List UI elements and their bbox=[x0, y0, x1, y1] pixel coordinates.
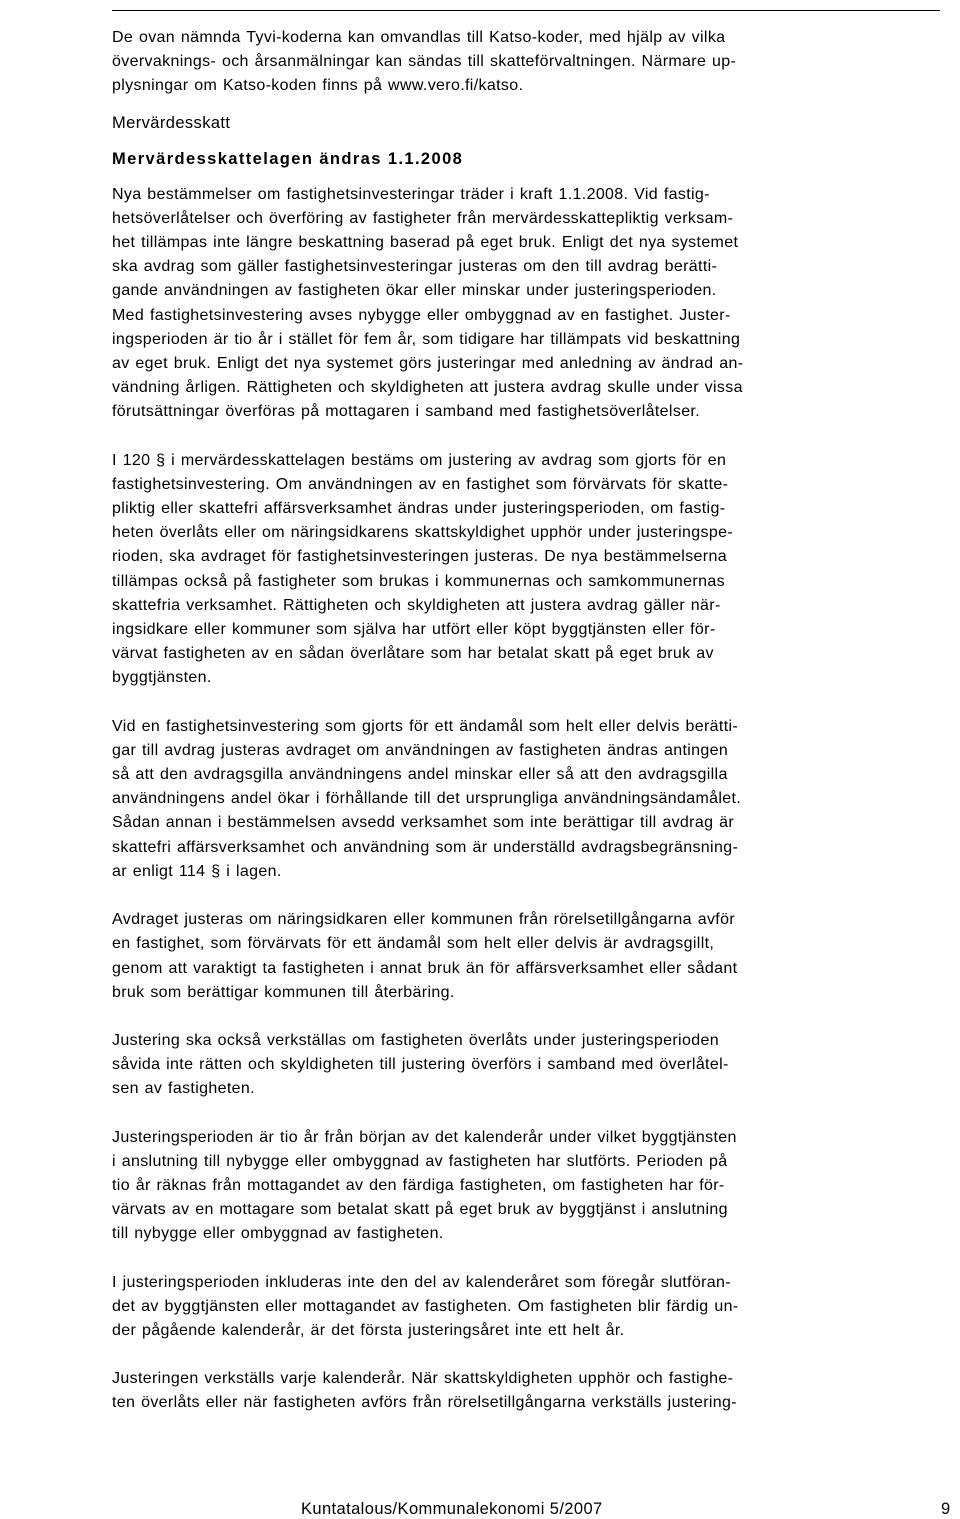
text-line: het tillämpas inte längre beskattning baserad på eget bruk. Enligt det nya systemet bbox=[112, 234, 739, 252]
top-rule bbox=[112, 10, 940, 11]
text-line: Justering ska också verkställas om fastigheten överlåts under justeringsperioden bbox=[112, 1031, 719, 1049]
body-paragraph bbox=[112, 1271, 942, 1344]
text-line: Vid en fastighetsinvestering som gjorts för ett ändamål som helt eller delvis berätti- bbox=[112, 717, 739, 735]
text-line: fastighetsinvestering. Om användningen av en fastighet som förvärvats för skatte- bbox=[112, 475, 729, 493]
body-paragraph bbox=[112, 715, 942, 884]
text-line: ingsperioden är tio år i stället för fem år, som tidigare har tillämpats vid beskattning bbox=[112, 330, 741, 348]
body-paragraph bbox=[112, 1126, 942, 1247]
text-line: hetsöverlåtelser och överföring av fastigheter från mervärdesskattepliktig verksam- bbox=[112, 209, 734, 227]
text-line: heten överlåts eller om näringsidkarens skattskyldighet upphör under justeringspe- bbox=[112, 524, 734, 542]
text-line: ska avdrag som gäller fastighetsinvesteringar justeras om den till avdrag berätti- bbox=[112, 258, 718, 276]
text-line: vändning årligen. Rättigheten och skyldigheten att justera avdrag skulle under vissa bbox=[112, 379, 743, 397]
text-line: der pågående kalenderår, är det första justeringsåret inte ett helt år. bbox=[112, 1321, 625, 1339]
text-line: såvida inte rätten och skyldigheten till justering överförs i samband med överlåtel- bbox=[112, 1056, 729, 1074]
text-line: pliktig eller skattefri affärsverksamhet ändras under justeringsperioden, om fastig- bbox=[112, 500, 726, 518]
text-line: Nya bestämmelser om fastighetsinvesteringar träder i kraft 1.1.2008. Vid fastig- bbox=[112, 185, 710, 203]
intro-paragraph bbox=[112, 26, 942, 99]
text-line: plysningar om Katso-koden finns på www.vero.fi/katso. bbox=[112, 77, 524, 95]
text-line: skattefria verksamhet. Rättigheten och skyldigheten att justera avdrag gäller när- bbox=[112, 596, 721, 614]
text-line: en fastighet, som förvärvats för ett ändamål som helt eller delvis är avdragsgillt, bbox=[112, 935, 715, 953]
text-line: Med fastighetsinvestering avses nybygge eller ombyggnad av en fastighet. Juster- bbox=[112, 306, 731, 324]
text-line: gar till avdrag justeras avdraget om användningen av fastigheten ändras antingen bbox=[112, 741, 729, 759]
text-line: Avdraget justeras om näringsidkaren eller kommunen från rörelsetillgångarna avför bbox=[112, 911, 736, 929]
text-line: bruk som berättigar kommunen till återbäring. bbox=[112, 983, 455, 1001]
body-paragraph bbox=[112, 449, 942, 691]
text-line: förutsättningar överföras på mottagaren i samband med fastighetsöverlåtelser. bbox=[112, 403, 701, 421]
text-line: tio år räknas från mottagandet av den färdiga fastigheten, om fastigheten har för- bbox=[112, 1176, 725, 1194]
body-paragraph bbox=[112, 908, 942, 1005]
text-line: så att den avdragsgilla användningens andel minskar eller så att den avdragsgilla bbox=[112, 766, 728, 784]
text-line: De ovan nämnda Tyvi-koderna kan omvandlas till Katso-koder, med hjälp av vilka bbox=[112, 29, 726, 46]
text-line: det av byggtjänsten eller mottagandet av fastigheten. Om fastigheten blir färdig un- bbox=[112, 1297, 739, 1315]
text-line: ingsidkare eller kommuner som själva har utfört eller köpt byggtjänsten eller för- bbox=[112, 621, 716, 639]
text-line: sen av fastigheten. bbox=[112, 1080, 255, 1098]
text-line: byggtjänsten. bbox=[112, 669, 212, 687]
text-line: Justeringsperioden är tio år från början av det kalenderår under vilket byggtjänsten bbox=[112, 1128, 737, 1146]
text-line: I justeringsperioden inkluderas inte den del av kalenderåret som föregår slutföran- bbox=[112, 1273, 731, 1291]
text-line: genom att varaktigt ta fastigheten i annat bruk än för affärsverksamhet eller sådant bbox=[112, 959, 738, 977]
publication-name: Kuntatalous/Kommunalekonomi 5/2007 bbox=[301, 1500, 603, 1518]
text-line: gande användningen av fastigheten ökar eller minskar under justeringsperioden. bbox=[112, 282, 717, 300]
text-line: övervaknings- och årsanmälningar kan sändas till skatteförvaltningen. Närmare up- bbox=[112, 53, 737, 71]
text-line: skattefri affärsverksamhet och användning som är underställd avdragsbegränsning- bbox=[112, 838, 739, 856]
text-line: värvat fastigheten av en sådan överlåtare som har betalat skatt på eget bruk av bbox=[112, 645, 714, 663]
page-body bbox=[112, 26, 942, 1416]
text-line: i anslutning till nybygge eller ombyggnad av fastigheten har slutförts. Perioden på bbox=[112, 1152, 728, 1170]
text-line: Justeringen verkställs varje kalenderår. När skattskyldigheten upphör och fastighe- bbox=[112, 1370, 734, 1388]
body-paragraph bbox=[112, 1029, 942, 1102]
text-line: ar enligt 114 § i lagen. bbox=[112, 862, 282, 880]
article-heading: Mervärdesskattelagen ändras 1.1.2008 bbox=[112, 149, 464, 168]
text-line: användningens andel ökar i förhållande till det ursprungliga användningsändamålet. bbox=[112, 790, 742, 808]
section-title: Mervärdesskatt bbox=[112, 113, 231, 132]
text-line: rioden, ska avdraget för fastighetsinvesteringen justeras. De nya bestämmelserna bbox=[112, 548, 727, 566]
text-line: I 120 § i mervärdesskattelagen bestäms om justering av avdrag som gjorts för en bbox=[112, 451, 727, 469]
body-paragraph bbox=[112, 183, 942, 425]
text-line: Sådan annan i bestämmelsen avsedd verksamhet som inte berättigar till avdrag är bbox=[112, 814, 735, 832]
text-line: till nybygge eller ombyggnad av fastigheten. bbox=[112, 1225, 444, 1243]
text-line: ten överlåts eller när fastigheten avförs från rörelsetillgångarna verkställs justering- bbox=[112, 1394, 737, 1412]
page-number: 9 bbox=[941, 1500, 951, 1518]
text-line: värvats av en mottagare som betalat skatt på eget bruk av byggtjänst i anslutning bbox=[112, 1201, 728, 1219]
body-paragraph bbox=[112, 1367, 942, 1415]
text-line: tillämpas också på fastigheter som brukas i kommunernas och samkommunernas bbox=[112, 572, 725, 590]
text-line: av eget bruk. Enligt det nya systemet görs justeringar med anledning av ändrad an- bbox=[112, 355, 744, 373]
